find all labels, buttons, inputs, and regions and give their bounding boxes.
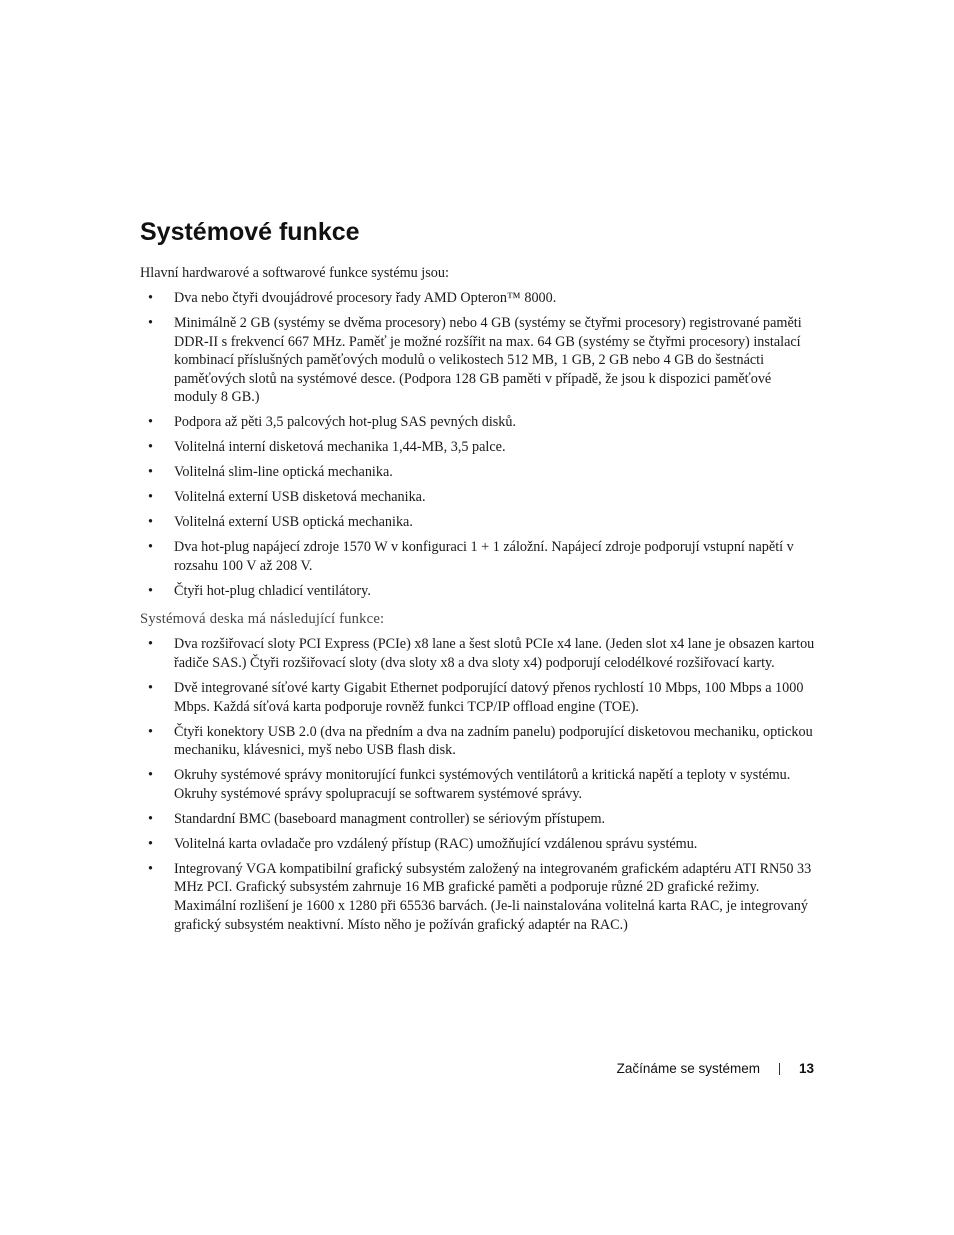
list-item — [140, 463, 816, 482]
list-item — [140, 314, 816, 407]
list-item-text: Volitelná interní disketová mechanika 1,44-MB, 3,5 palce. — [174, 439, 506, 456]
list-item — [140, 488, 816, 507]
list-item-text: Volitelná externí USB disketová mechanika. — [174, 489, 426, 506]
list-item-text: Minimálně 2 GB (systémy se dvěma procesory) nebo 4 GB (systémy se čtyřmi procesory) registrované paměti DDR-II s frekvencí 667 MHz. Paměť je možné rozšířit na max. 64 GB (systémy se čtyřmi procesory) instalací kombinací příslušných paměťových modulů o velikostech 512 MB, 1 GB, 2 GB nebo 4 GB do šestnácti paměťových slotů na systémové desce. (Podpora 128 GB paměti v případě, že jsou k dispozici paměťové moduly 8 GB.) — [174, 314, 802, 406]
list-item — [140, 635, 816, 672]
list-item — [140, 438, 816, 457]
bullet-icon: • — [148, 860, 153, 877]
list-item-text: Dvě integrované síťové karty Gigabit Ethernet podporující datový přenos rychlostí 10 Mbps, 100 Mbps a 1000 Mbps. Každá síťová karta podporuje rovněž funkci TCP/IP offload engine (TOE). — [174, 680, 804, 715]
bullet-icon: • — [148, 464, 153, 481]
features-list — [140, 289, 816, 600]
list-item — [140, 513, 816, 532]
list-item — [140, 582, 816, 601]
footer-divider — [779, 1063, 780, 1075]
footer-section-title: Začínáme se systémem — [616, 1061, 760, 1076]
bullet-icon: • — [148, 582, 153, 599]
list-item-text: Standardní BMC (baseboard managment controller) se sériovým přístupem. — [174, 810, 606, 827]
list-item-text: Volitelná karta ovladače pro vzdálený přístup (RAC) umožňující vzdálenou správu systému. — [174, 835, 698, 852]
system-board-subheading: Systémová deska má následující funkce: — [140, 611, 385, 628]
list-item — [140, 723, 816, 760]
intro-paragraph: Hlavní hardwarové a softwarové funkce systému jsou: — [140, 265, 449, 281]
page-title: Systémové funkce — [140, 218, 360, 246]
list-item — [140, 679, 816, 716]
bullet-icon: • — [148, 439, 153, 456]
list-item-text: Volitelná externí USB optická mechanika. — [174, 514, 413, 531]
list-item-text: Podpora až pěti 3,5 palcových hot-plug SAS pevných disků. — [174, 414, 517, 431]
list-item-text: Dva rozšiřovací sloty PCI Express (PCIe) x8 lane a šest slotů PCIe x4 lane. (Jeden slot x4 lane je obsazen kartou řadiče SAS.) Čtyři rozšiřovací sloty (dva sloty x8 a dva sloty x4) podporují celodélkové rozšiřovací karty. — [174, 636, 815, 672]
list-item — [140, 810, 816, 829]
page-number: 13 — [798, 1061, 814, 1076]
bullet-icon: • — [148, 514, 153, 531]
list-item — [140, 835, 816, 854]
list-item-text: Čtyři hot-plug chladicí ventilátory. — [174, 582, 371, 599]
list-item-text: Čtyři konektory USB 2.0 (dva na předním a dva na zadním panelu) podporující disketovou mechaniku, optickou mechaniku, klávesnici, myš nebo USB flash disk. — [174, 723, 813, 759]
list-item — [140, 289, 816, 308]
bullet-icon: • — [148, 636, 153, 653]
bullet-icon: • — [148, 314, 153, 331]
bullet-icon: • — [148, 290, 153, 306]
bullet-icon: • — [148, 680, 153, 697]
list-item-text: Integrovaný VGA kompatibilní grafický subsystém založený na integrovaném grafickém adaptéru ATI RN50 33 MHz PCI. Grafický subsystém zahrnuje 16 MB grafické paměti a podporuje různé 2D grafické režimy. Maximální rozlišení je 1600 x 1280 při 65536 barvách. (Je-li nainstalována volitelná karta RAC, je integrovaný grafický subsystém neaktivní. Místo něho je požíván grafický adaptér na RAC.) — [174, 860, 812, 933]
list-item — [140, 538, 816, 575]
list-item — [140, 860, 816, 934]
system-board-features-list — [140, 635, 816, 934]
list-item-text: Dva hot-plug napájecí zdroje 1570 W v konfiguraci 1 + 1 záložní. Napájecí zdroje podporují vstupní napětí v rozsahu 100 V až 208 V. — [174, 539, 794, 574]
list-item-text: Okruhy systémové správy monitorující funkci systémových ventilátorů a kritická napětí a teploty v systému. Okruhy systémové správy spolupracují se softwarem systémové správy. — [174, 767, 791, 802]
page-content — [140, 212, 816, 940]
bullet-icon: • — [148, 767, 153, 784]
list-item — [140, 766, 816, 803]
bullet-icon: • — [148, 414, 153, 431]
list-item-text: Dva nebo čtyři dvoujádrové procesory řady AMD Opteron™ 8000. — [174, 290, 557, 306]
bullet-icon: • — [148, 489, 153, 506]
bullet-icon: • — [148, 810, 153, 827]
bullet-icon: • — [148, 539, 153, 556]
bullet-icon: • — [148, 835, 153, 852]
bullet-icon: • — [148, 723, 153, 740]
page-footer — [617, 1061, 814, 1076]
list-item — [140, 413, 816, 432]
list-item-text: Volitelná slim-line optická mechanika. — [174, 464, 393, 481]
